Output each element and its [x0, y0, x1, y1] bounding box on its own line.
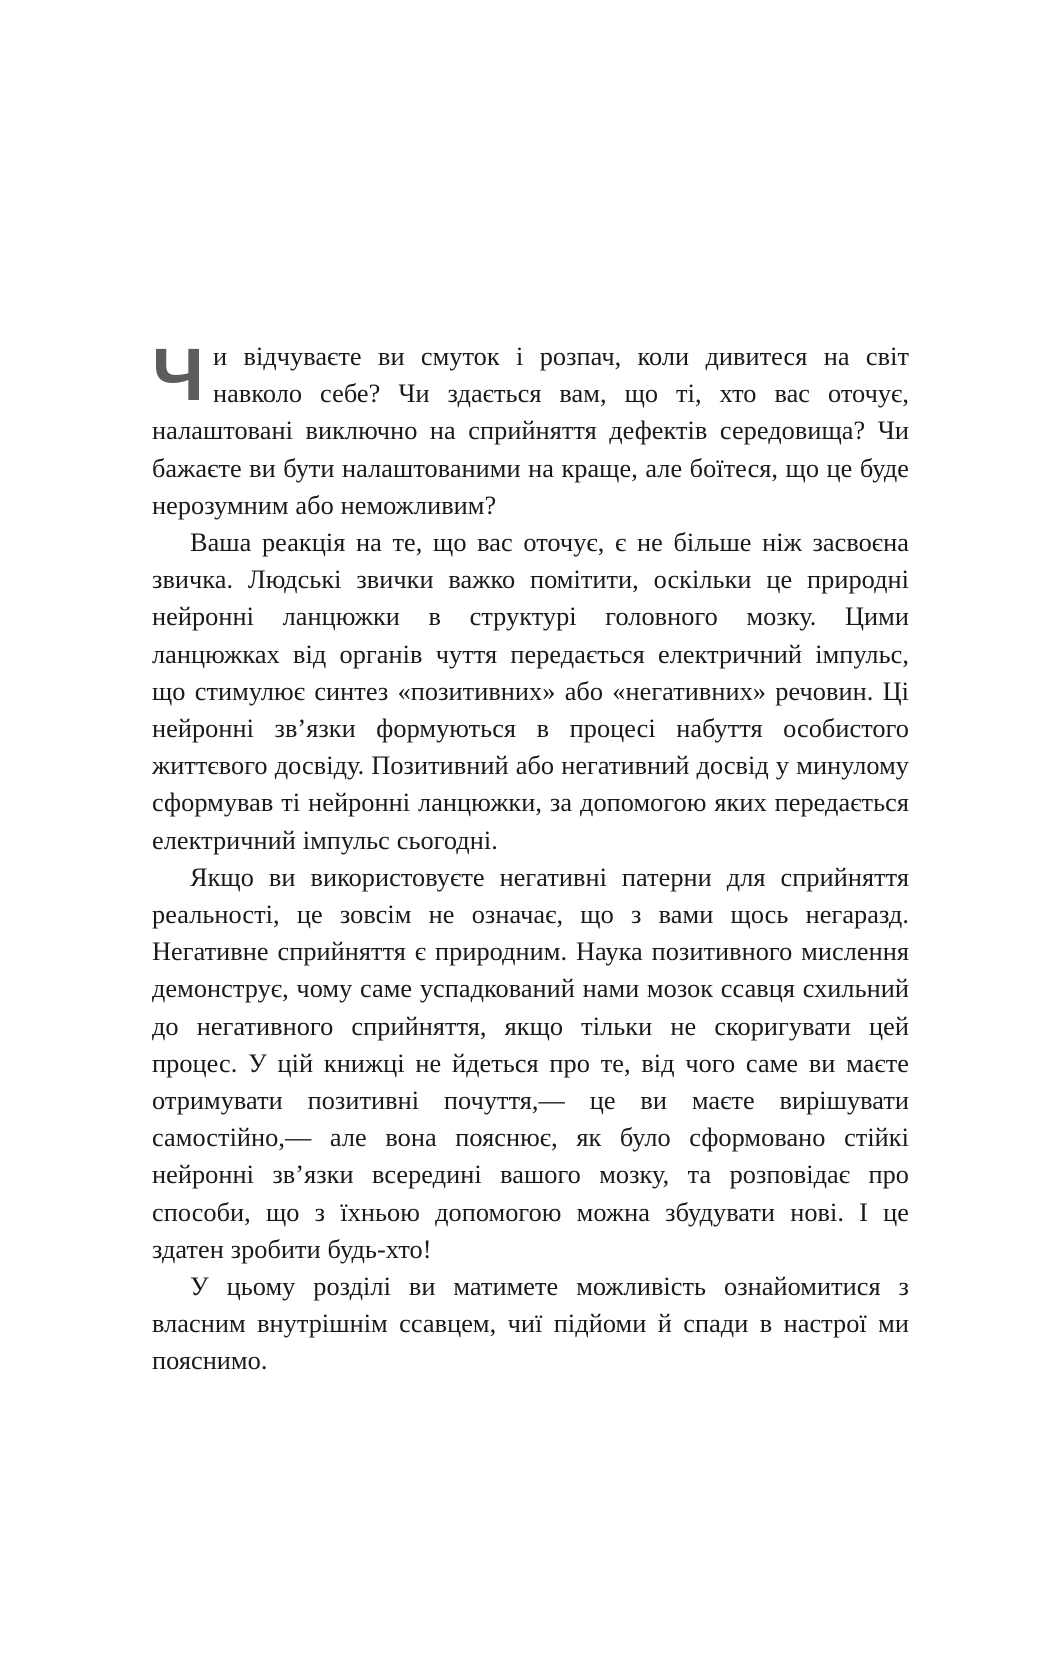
paragraph-3: Якщо ви використовуєте негативні патерни для сприйняття реальності, це зовсім не означає, що з вами щось негаразд. Негативне сприйняття є природним. Наука позитивного мислення демонструє, чому саме успадкований нами мозок ссавця схильний до негативного сприйняття, якщо тільки не скоригувати цей процес. У цій книжці не йдеться про те, від чого саме ви маєте отримувати позитивні почуття,— це ви маєте вирішувати самостійно,— але вона пояснює, як було сформовано стійкі нейронні зв’язки всередині вашого мозку, та розповідає про способи, що з їхньою допомогою можна збудувати нові. І це здатен зробити будь-хто! [152, 862, 909, 1264]
paragraph-opening: Чи відчуваєте ви смуток і розпач, коли дивитеся на світ навколо себе? Чи здається вам, що ті, хто вас оточує, налаштовані виключно на сприйняття дефектів середовища? Чи бажаєте ви бути налаштованими на краще, але боїтеся, що це буде нерозумним або неможливим? [152, 333, 909, 520]
paragraph-4: У цьому розділі ви матимете можливість ознайомитися з власним внутрішнім ссавцем, чиї підйоми й спади в настрої ми пояснимо. [152, 1272, 909, 1376]
paragraph-2: Ваша реакція на те, що вас оточує, є не більше ніж засвоєна звичка. Людські звички важко помітити, оскільки це природні нейронні ланцюжки в структурі головного мозку. Цими ланцюжках від органів чуття передається електричний імпульс, що стимулює синтез «позитивних» або «негативних» речовин. Ці нейронні зв’язки формуються в процесі набуття особистого життєвого досвіду. Позитивний або негативний досвід у минулому сформував ті нейронні ланцюжки, за допомогою яких передається електричний імпульс сьогодні. [152, 528, 909, 855]
body-text-block [152, 333, 909, 1380]
